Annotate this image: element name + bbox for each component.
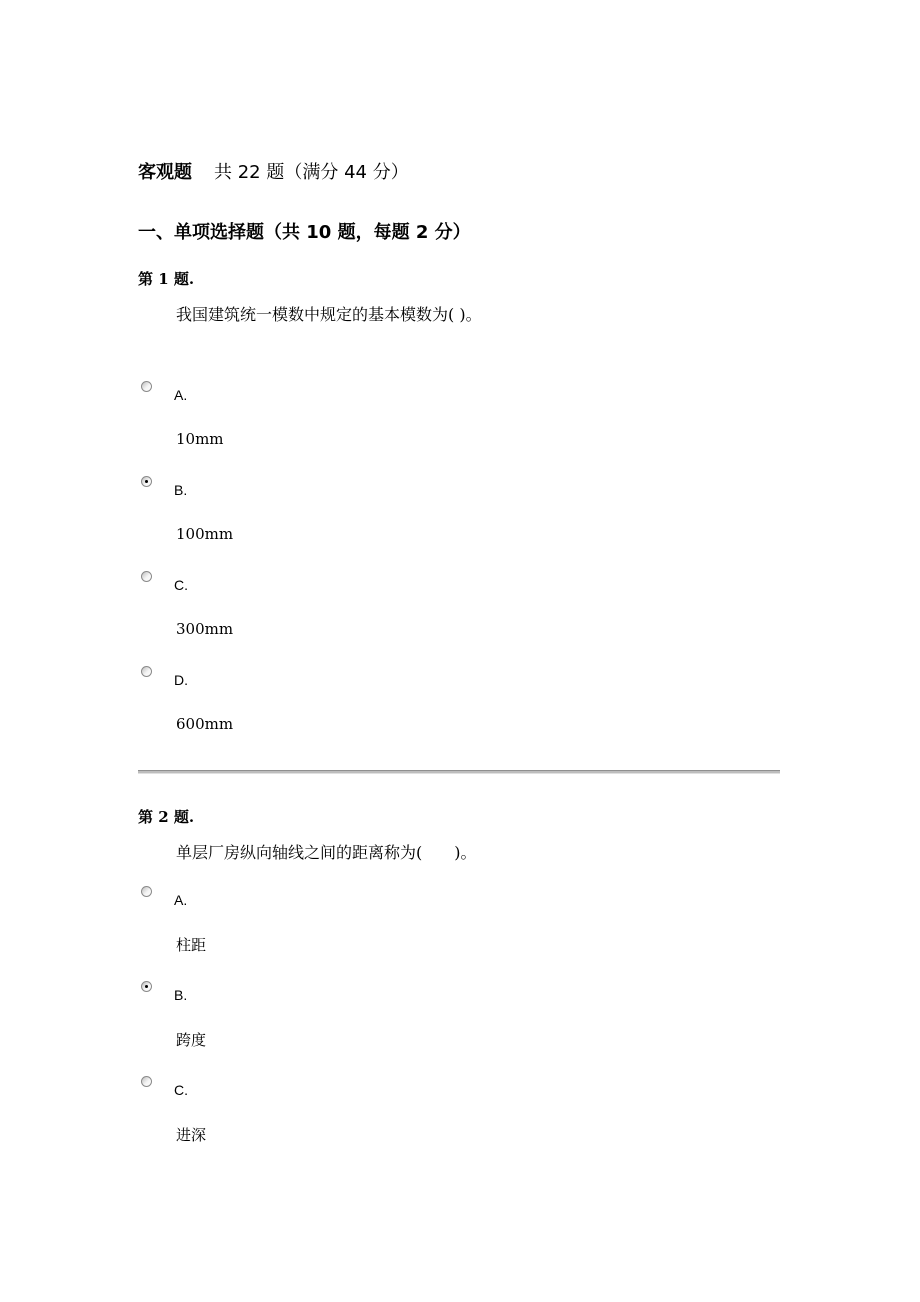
question-1-option-b-letter: B. (174, 482, 188, 498)
question-1-text: 我国建筑统一模数中规定的基本模数为( )。 (176, 305, 482, 324)
question-1-option-a-letter: A. (174, 387, 188, 403)
question-1-option-a-radio[interactable] (141, 381, 152, 392)
question-1-option-d-letter: D. (174, 672, 188, 688)
question-1-option-d-radio[interactable] (141, 666, 152, 677)
question-1-option-c-text: 300mm (176, 620, 234, 638)
section-summary: 共 22 题（满分 44 分） (214, 162, 409, 183)
question-2-text: 单层厂房纵向轴线之间的距离称为( )。 (176, 843, 477, 862)
question-1-option-a-text: 10mm (176, 430, 224, 448)
question-2-number: 第 2 题. (138, 808, 195, 826)
question-1-option-c-letter: C. (174, 577, 188, 593)
section-title (138, 158, 409, 184)
question-1-option-c-radio[interactable] (141, 571, 152, 582)
question-2-option-b-text: 跨度 (176, 1031, 207, 1049)
question-2-option-c-radio[interactable] (141, 1076, 152, 1087)
question-2-option-b-letter: B. (174, 987, 188, 1003)
question-1-option-b-radio[interactable] (141, 476, 152, 487)
question-1-option-d-text: 600mm (176, 715, 234, 733)
question-2-option-b-radio[interactable] (141, 981, 152, 992)
question-1-option-b-text: 100mm (176, 525, 234, 543)
question-2-option-c-text: 进深 (176, 1126, 207, 1144)
question-2-option-a-letter: A. (174, 892, 188, 908)
question-2-option-a-text: 柱距 (176, 936, 207, 954)
question-2-option-a-radio[interactable] (141, 886, 152, 897)
part-title: 一、单项选择题（共 10 题，每题 2 分） (138, 222, 471, 243)
section-label: 客观题 (138, 162, 192, 183)
question-2-option-c-letter: C. (174, 1082, 188, 1098)
question-1-number: 第 1 题. (138, 270, 195, 288)
question-divider (138, 770, 780, 774)
